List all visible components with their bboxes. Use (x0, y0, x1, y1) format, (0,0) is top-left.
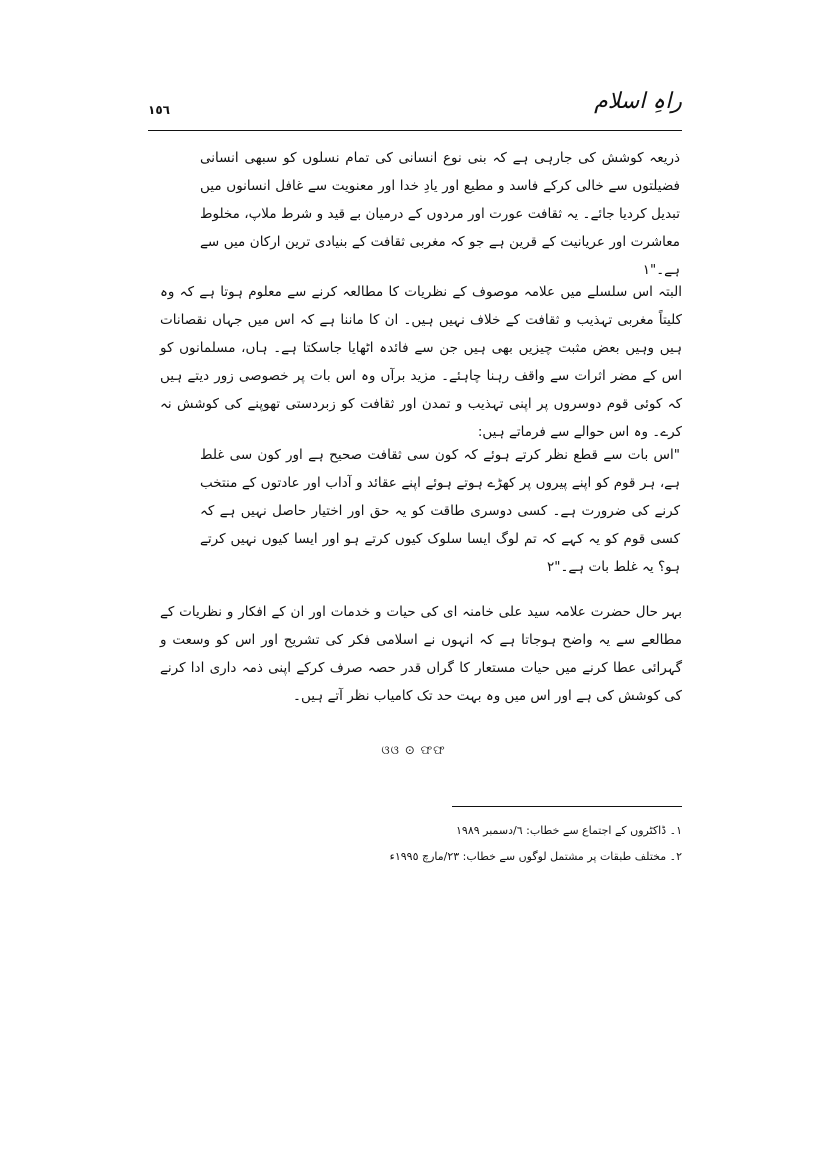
section-end-ornament: ଓଓ ⊙ ଫଫ (381, 743, 446, 757)
quote-2-text: "اس بات سے قطع نظر کرتے ہوئے کہ کون سی ثقافت صحیح ہے اور کون سی غلط ہے، ہر قوم کو اپنے پیروں پر کھڑے ہوتے ہوئے اپنے عقائد و آداب اور عادتوں کے منتخب کرنے کی ضرورت ہے۔ کسی دوسری طاقت کو یہ حق اور اختیار حاصل نہیں ہے کہ کسی قوم کو یہ کہے کہ تم لوگ ایسا سلوک کیوں کرتے ہو اور ایسا کیوں نہیں کرتے ہو؟ یہ غلط بات ہے۔"٢ (200, 447, 680, 575)
running-title: راہِ اسلام (594, 89, 682, 114)
footnote-1: ١۔ ڈاکٹروں کے اجتماع سے خطاب: ٦/دسمبر ١٩٨٩ (456, 824, 682, 837)
paragraph-2 (160, 278, 682, 446)
paragraph-3 (160, 598, 682, 710)
block-quote-1 (200, 144, 680, 284)
footnote-2: ٢۔ مختلف طبقات پر مشتمل لوگوں سے خطاب: ٢٣/مارچ ١٩٩٥ء (389, 850, 682, 863)
page-number: ١٥٦ (148, 103, 170, 117)
page-header (148, 85, 682, 131)
block-quote-2 (200, 441, 680, 581)
paragraph-2-text: البتہ اس سلسلے میں علامہ موصوف کے نظریات کا مطالعہ کرنے سے معلوم ہوتا ہے کہ وہ کلیتاً مغربی تہذیب و ثقافت کے خلاف نہیں ہیں۔ ان کا ماننا ہے کہ اس میں جہاں نقصانات ہیں وہیں بعض مثبت چیزیں بھی ہیں جن سے فائدہ اٹھایا جاسکتا ہے۔ ہاں، مسلمانوں کو اس کے مضر اثرات سے واقف رہنا چاہئے۔ مزید برآں وہ اس بات پر خصوصی زور دیتے ہیں کہ کوئی قوم دوسروں پر اپنی تہذیب و تمدن اور ثقافت کو زبردستی تھوپنے کی کوشش نہ کرے۔ وہ اس حوالے سے فرماتے ہیں: (160, 284, 682, 440)
quote-1-text: ذریعہ کوشش کی جارہی ہے کہ بنی نوع انسانی کی تمام نسلوں کو سبھی انسانی فضیلتوں سے خالی کرکے فاسد و مطیع اور یادِ خدا اور معنویت سے غافل انسانوں میں تبدیل کردیا جائے۔ یہ ثقافت عورت اور مردوں کے درمیان بے قید و شرط ملاپ، مخلوط معاشرت اور عریانیت کے قرین ہے جو کہ مغربی ثقافت کے بنیادی ترین ارکان میں سے ہے۔"١ (200, 150, 680, 278)
footnote-divider (452, 806, 682, 807)
paragraph-3-text: بہر حال حضرت علامہ سید علی خامنہ ای کی حیات و خدمات اور ان کے افکار و نظریات کے مطالعے سے یہ واضح ہوجاتا ہے کہ انہوں نے اسلامی فکر کی تشریح اور اس کو وسعت و گہرائی عطا کرنے میں حیات مستعار کا گراں قدر حصہ صرف کرکے اپنی ذمہ داری ادا کرنے کی کوشش کی ہے اور اس میں وہ بہت حد تک کامیاب نظر آتے ہیں۔ (160, 604, 682, 704)
footnotes (300, 818, 682, 870)
